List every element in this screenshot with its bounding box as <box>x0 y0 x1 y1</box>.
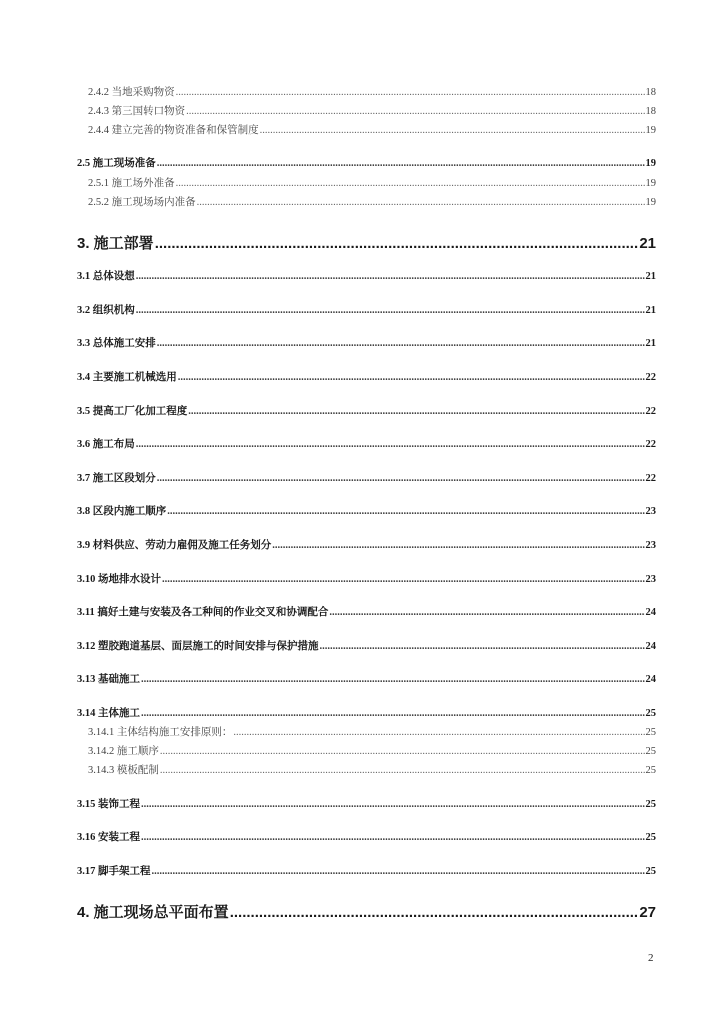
toc-entry[interactable] <box>77 901 656 922</box>
toc-entry-title: 3.15 装饰工程 <box>77 799 140 810</box>
toc-leader-dots <box>152 866 645 877</box>
toc-leader-dots <box>230 904 639 921</box>
toc-entry[interactable] <box>88 743 656 758</box>
toc-leader-dots <box>141 799 645 810</box>
toc-entry[interactable] <box>77 863 656 878</box>
toc-entry[interactable] <box>88 103 656 118</box>
toc-leader-dots <box>136 439 645 450</box>
toc-entry-page: 22 <box>645 372 656 383</box>
toc-leader-dots <box>160 765 645 776</box>
toc-entry[interactable] <box>77 604 656 619</box>
toc-entry-page: 21 <box>639 235 656 252</box>
toc-leader-dots <box>157 473 645 484</box>
toc-entry-page: 24 <box>645 674 656 685</box>
toc-entry-title: 3.17 脚手架工程 <box>77 866 151 877</box>
toc-leader-dots <box>176 87 645 98</box>
toc-entry-page: 27 <box>639 904 656 921</box>
toc-leader-dots <box>157 158 645 169</box>
toc-leader-dots <box>320 641 645 652</box>
toc-entry-page: 23 <box>645 574 656 585</box>
toc-entry-title: 3.3 总体施工安排 <box>77 338 156 349</box>
toc-leader-dots <box>188 406 644 417</box>
toc-leader-dots <box>186 106 644 117</box>
toc-entry[interactable] <box>77 705 656 720</box>
toc-entry[interactable] <box>77 503 656 518</box>
toc-entry-title: 3.14.2 施工顺序 <box>88 746 159 757</box>
toc-entry[interactable] <box>77 470 656 485</box>
toc-leader-dots <box>272 540 644 551</box>
toc-entry-title: 3.11 搞好土建与安装及各工种间的作业交叉和协调配合 <box>77 607 329 618</box>
toc-leader-dots <box>260 125 645 136</box>
toc-entry[interactable] <box>77 155 656 170</box>
toc-entry-title: 3.12 塑胶跑道基层、面层施工的时间安排与保护措施 <box>77 641 319 652</box>
toc-leader-dots <box>197 197 645 208</box>
toc-entry[interactable] <box>77 571 656 586</box>
toc-entry-page: 19 <box>645 197 656 208</box>
toc-entry-page: 25 <box>645 799 656 810</box>
toc-entry[interactable] <box>88 724 656 739</box>
toc-entry-title: 3.16 安装工程 <box>77 832 140 843</box>
toc-entry-title: 2.4.4 建立完善的物资准备和保管制度 <box>88 125 259 136</box>
toc-entry[interactable] <box>88 175 656 190</box>
toc-entry-page: 23 <box>645 506 656 517</box>
toc-entry-page: 25 <box>645 832 656 843</box>
toc-entry-title: 2.5.2 施工现场场内准备 <box>88 197 196 208</box>
toc-leader-dots <box>136 271 645 282</box>
toc-entry-page: 25 <box>645 708 656 719</box>
toc-entry-page: 19 <box>645 158 656 169</box>
toc-entry[interactable] <box>77 335 656 350</box>
toc-leader-dots <box>233 727 644 738</box>
toc-entry-title: 4. 施工现场总平面布置 <box>77 904 229 921</box>
toc-leader-dots <box>167 506 644 517</box>
toc-entry-page: 24 <box>645 641 656 652</box>
toc-entry-title: 3.5 提高工厂化加工程度 <box>77 406 188 417</box>
toc-entry[interactable] <box>77 302 656 317</box>
toc-entry-page: 21 <box>645 305 656 316</box>
toc-entry[interactable] <box>77 369 656 384</box>
toc-leader-dots <box>178 372 645 383</box>
toc-entry-title: 2.4.3 第三国转口物资 <box>88 106 186 117</box>
toc-entry[interactable] <box>77 671 656 686</box>
toc-entry-title: 3.14 主体施工 <box>77 708 140 719</box>
toc-entry-page: 19 <box>645 178 656 189</box>
toc-entry-page: 18 <box>645 106 656 117</box>
toc-entry-title: 2.5 施工现场准备 <box>77 158 156 169</box>
toc-leader-dots <box>176 178 645 189</box>
toc-entry[interactable] <box>77 638 656 653</box>
toc-entry-page: 24 <box>645 607 656 618</box>
toc-entry-page: 21 <box>645 271 656 282</box>
toc-leader-dots <box>162 574 645 585</box>
toc-entry-page: 21 <box>645 338 656 349</box>
toc-entry[interactable] <box>77 232 656 253</box>
toc-entry-title: 2.4.2 当地采购物资 <box>88 87 175 98</box>
toc-entry-title: 3.6 施工布局 <box>77 439 135 450</box>
toc-entry-title: 3.10 场地排水设计 <box>77 574 161 585</box>
toc-entry-title: 3.2 组织机构 <box>77 305 135 316</box>
toc-entry[interactable] <box>77 436 656 451</box>
toc-entry[interactable] <box>77 268 656 283</box>
toc-leader-dots <box>160 746 645 757</box>
toc-entry-title: 3.9 材料供应、劳动力雇佣及施工任务划分 <box>77 540 272 551</box>
toc-entry[interactable] <box>88 122 656 137</box>
toc-entry-page: 19 <box>645 125 656 136</box>
toc-entry[interactable] <box>77 537 656 552</box>
toc-leader-dots <box>136 305 645 316</box>
toc-entry-page: 22 <box>645 439 656 450</box>
toc-entry-title: 3. 施工部署 <box>77 235 154 252</box>
toc-entry[interactable] <box>88 84 656 99</box>
page-number: 2 <box>648 952 654 964</box>
toc-leader-dots <box>141 832 645 843</box>
toc-entry[interactable] <box>88 762 656 777</box>
toc-entry-page: 22 <box>645 406 656 417</box>
toc-entry-title: 3.4 主要施工机械选用 <box>77 372 177 383</box>
toc-entry-title: 2.5.1 施工场外准备 <box>88 178 175 189</box>
toc-entry-page: 22 <box>645 473 656 484</box>
toc-entry[interactable] <box>77 796 656 811</box>
toc-leader-dots <box>155 235 639 252</box>
toc-entry-page: 23 <box>645 540 656 551</box>
toc-entry-page: 25 <box>645 866 656 877</box>
toc-entry[interactable] <box>77 829 656 844</box>
toc-entry-title: 3.8 区段内施工顺序 <box>77 506 167 517</box>
toc-leader-dots <box>141 674 645 685</box>
toc-entry-page: 25 <box>645 746 656 757</box>
toc-entry-page: 25 <box>645 765 656 776</box>
toc-entry-title: 3.14.3 模板配制 <box>88 765 159 776</box>
toc-leader-dots <box>157 338 645 349</box>
toc-entry-title: 3.13 基础施工 <box>77 674 140 685</box>
toc-entry-page: 25 <box>645 727 656 738</box>
toc-entry-title: 3.14.1 主体结构施工安排原则： <box>88 727 233 738</box>
toc-entry[interactable] <box>77 403 656 418</box>
toc-entry[interactable] <box>88 194 656 209</box>
toc-leader-dots <box>329 607 644 618</box>
toc-entry-page: 18 <box>645 87 656 98</box>
toc-leader-dots <box>141 708 645 719</box>
toc-entry-title: 3.1 总体设想 <box>77 271 135 282</box>
toc-entry-title: 3.7 施工区段划分 <box>77 473 156 484</box>
